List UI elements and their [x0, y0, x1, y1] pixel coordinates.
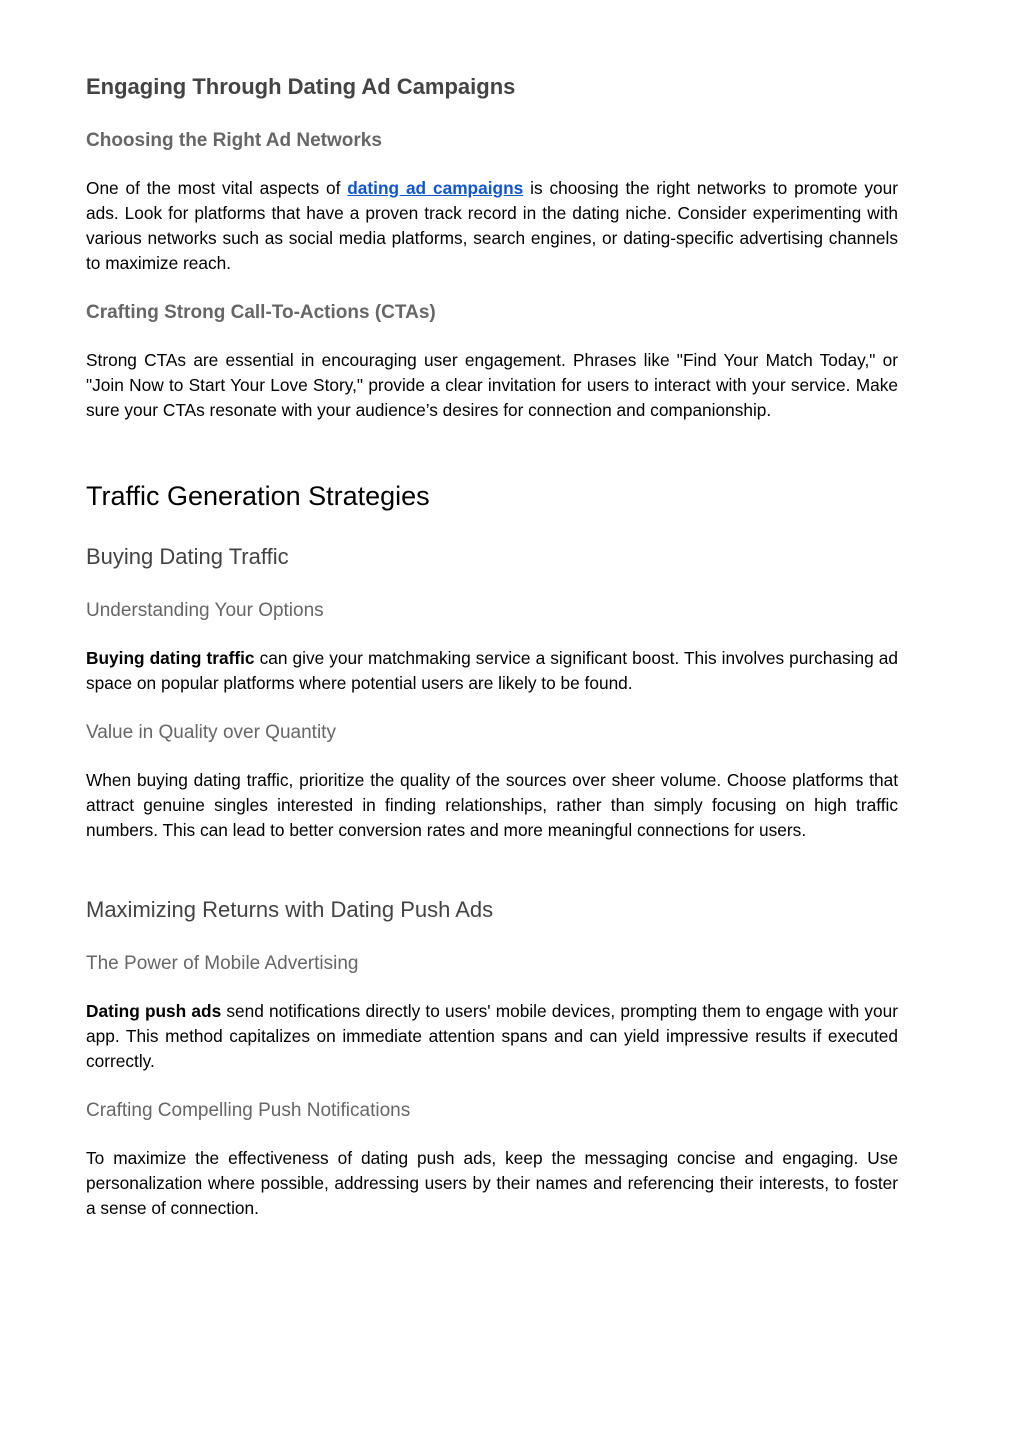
section-heading-dating-ad-campaigns: Engaging Through Dating Ad Campaigns	[86, 74, 516, 99]
bold-term: Dating push ads	[86, 1001, 222, 1021]
paragraph-push-notifications: To maximize the effectiveness of dating push ads, keep the messaging concise and engaging. Use personalization where possible, addressing users by their names and referencing their interests, to foster a sense of connection.	[86, 1148, 898, 1218]
paragraph-understanding-options	[86, 646, 898, 696]
subheading-mobile-advertising: The Power of Mobile Advertising	[86, 953, 359, 974]
dating-ad-campaigns-link[interactable]: dating ad campaigns	[347, 178, 524, 198]
subheading-quality-over-quantity: Value in Quality over Quantity	[86, 722, 336, 743]
subheading-ctas: Crafting Strong Call-To-Actions (CTAs)	[86, 302, 436, 323]
subheading-push-notifications: Crafting Compelling Push Notifications	[86, 1100, 411, 1121]
paragraph-quality-over-quantity: When buying dating traffic, prioritize the quality of the sources over sheer volume. Choose platforms that attract genuine singles interested in finding relationships, rather than simply focusing on high traffic numbers. This can lead to better conversion rates and more meaningful connections for users.	[86, 770, 898, 840]
paragraph-ctas: Strong CTAs are essential in encouraging user engagement. Phrases like "Find Your Match Today," or "Join Now to Start Your Love Story," provide a clear invitation for users to interact with your service. Make sure your CTAs resonate with your audience’s desires for connection and companionship.	[86, 350, 898, 420]
subheading-understanding-options: Understanding Your Options	[86, 600, 324, 621]
paragraph-text: One of the most vital aspects of	[86, 178, 348, 198]
heading-traffic-generation: Traffic Generation Strategies	[86, 481, 430, 511]
paragraph-ad-networks	[86, 176, 898, 276]
heading-buying-dating-traffic: Buying Dating Traffic	[86, 544, 289, 569]
paragraph-text: send notifications directly to users' mobile devices, prompting them to engage with your app. This method capitalizes on immediate attention spans and can yield impressive results if executed correctly.	[86, 1001, 898, 1071]
paragraph-text: can give your matchmaking service a significant boost. This involves purchasing ad space on popular platforms where potential users are likely to be found.	[86, 648, 898, 693]
paragraph-text: is choosing the right networks to promote your ads. Look for platforms that have a proven track record in the dating niche. Consider experimenting with various networks such as social media platforms, search engines, or dating-specific advertising channels to maximize reach.	[86, 178, 898, 273]
paragraph-mobile-advertising	[86, 999, 898, 1074]
heading-dating-push-ads: Maximizing Returns with Dating Push Ads	[86, 897, 494, 922]
subheading-ad-networks: Choosing the Right Ad Networks	[86, 130, 382, 151]
bold-term: Buying dating traffic	[86, 648, 255, 668]
